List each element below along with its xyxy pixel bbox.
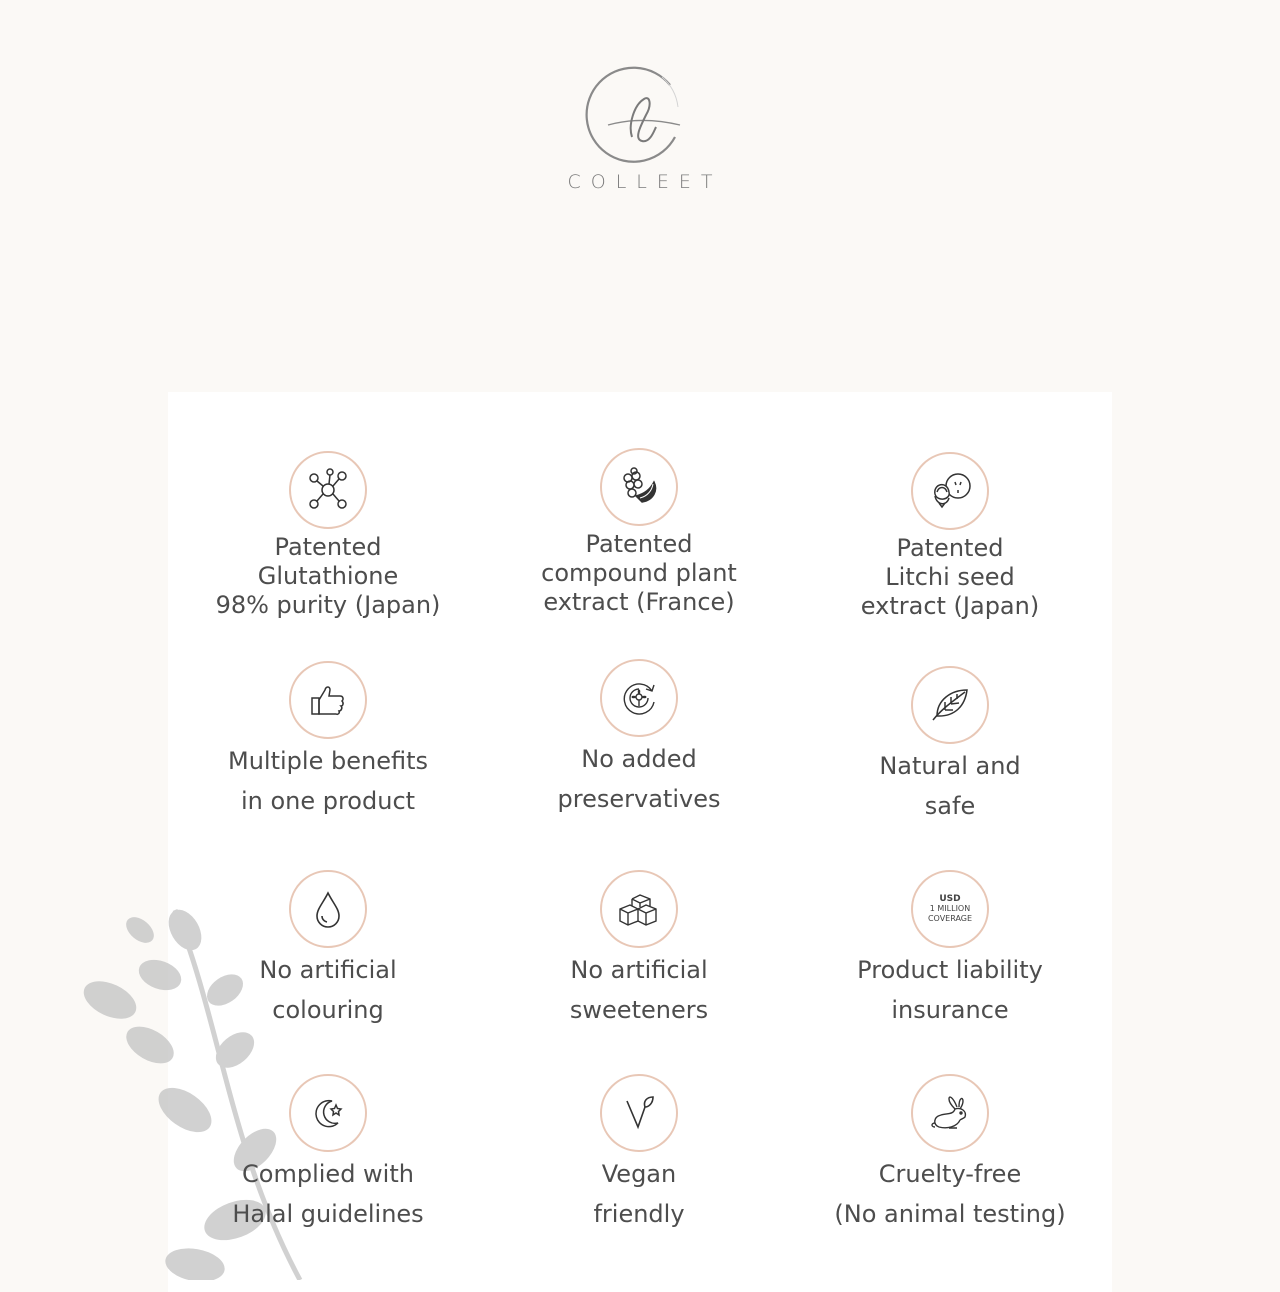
vegan-v-icon [600, 1074, 678, 1152]
feature-glutathione [198, 451, 458, 620]
badge-currency: USD [939, 894, 961, 904]
feature-label: Product liability insurance [857, 956, 1043, 1024]
molecule-icon [289, 451, 367, 529]
fruit-icon [600, 448, 678, 526]
feature-label: No artificial sweeteners [569, 956, 709, 1024]
feature-halal [198, 1074, 458, 1234]
feature-label: Cruelty-free (No animal testing) [834, 1160, 1066, 1228]
drop-icon [289, 870, 367, 948]
feature-label: Natural and safe [879, 752, 1021, 820]
litchi-icon [911, 452, 989, 530]
feature-label: Complied with Halal guidelines [232, 1160, 424, 1228]
feature-no-sweeteners [509, 870, 769, 1030]
feature-label: Patented compound plant extract (France) [541, 530, 737, 616]
feature-no-colouring [198, 870, 458, 1030]
rabbit-icon [911, 1074, 989, 1152]
coverage-badge-icon [911, 870, 989, 948]
feature-vegan [509, 1074, 769, 1234]
feature-label: Vegan friendly [593, 1160, 685, 1228]
feature-multiple-benefits [198, 661, 458, 821]
thumbs-up-icon [289, 661, 367, 739]
brand-wordmark: COLLEET [567, 171, 723, 193]
feature-no-preservatives [509, 659, 769, 819]
feature-label: Patented Litchi seed extract (Japan) [860, 534, 1040, 620]
badge-coverage: COVERAGE [927, 914, 973, 923]
colleet-monogram-icon [570, 55, 710, 165]
feature-natural [820, 666, 1080, 826]
recycle-flower-icon [600, 659, 678, 737]
feature-litchi [820, 452, 1080, 621]
feature-label: Patented Glutathione 98% purity (Japan) [215, 533, 441, 619]
feature-plant-extract [509, 448, 769, 617]
feature-insurance [820, 870, 1080, 1030]
brand-logo [540, 55, 740, 205]
feature-cruelty-free [820, 1074, 1080, 1234]
leaf-icon [911, 666, 989, 744]
feature-label: No artificial colouring [259, 956, 397, 1024]
crescent-star-icon [289, 1074, 367, 1152]
feature-label: No added preservatives [557, 745, 721, 813]
sugar-cubes-icon [600, 870, 678, 948]
badge-amount: 1 MILLION [929, 904, 971, 913]
feature-label: Multiple benefits in one product [228, 747, 428, 815]
